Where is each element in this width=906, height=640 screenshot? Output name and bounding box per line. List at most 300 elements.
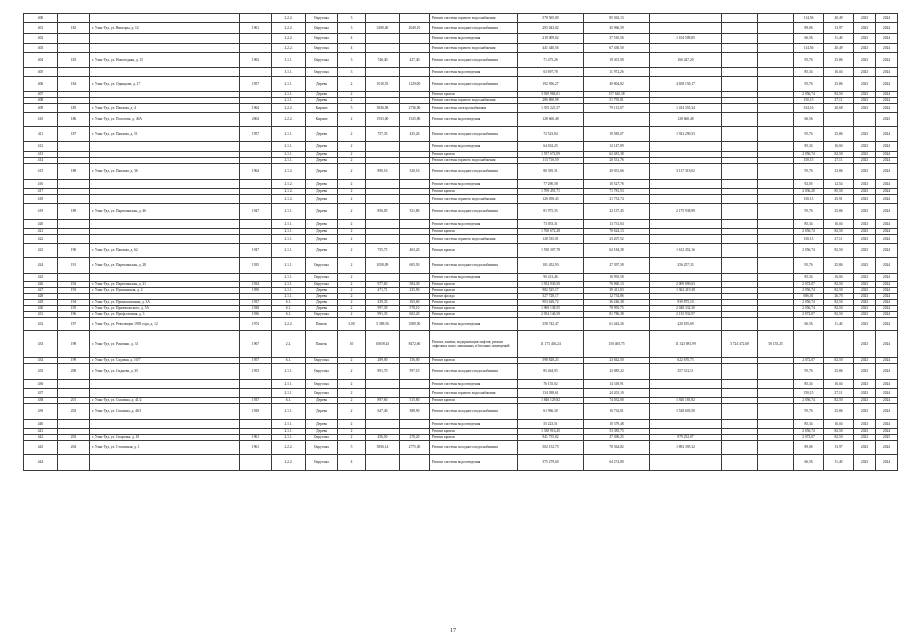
cell-y2: 2024 [876, 244, 898, 258]
cell-n: 411 [24, 127, 58, 142]
cell-fl: 2 [338, 220, 366, 229]
cell-cost2: 78 364,82 [584, 441, 650, 455]
cell-total3 [758, 455, 794, 471]
cell-c4: 2.2.2. [272, 441, 306, 455]
cell-y2: 2024 [876, 300, 898, 306]
cell-a2 [400, 235, 430, 244]
cell-addr [90, 274, 240, 282]
cell-c4: 2.1.1. [272, 152, 306, 158]
cell-cost2: 85 363,13 [584, 14, 650, 23]
cell-addr: г. Улан-Удэ, ул. Новогодняя, д. 15 [90, 53, 240, 68]
cell-v1: 66,56 [794, 455, 824, 471]
cell-y1: 2023 [854, 220, 876, 229]
cell-n: 414 [24, 158, 58, 164]
cell-cost: 101 452,93 [518, 258, 584, 274]
cell-total: 1 434 355,34 [650, 104, 722, 113]
cell-v2: 16,04 [824, 274, 854, 282]
cell-cost2: 37 510,56 [584, 34, 650, 44]
cell-v1: 85,34 [794, 68, 824, 77]
cell-y2: 2024 [876, 164, 898, 180]
cell-fl: 2 [338, 380, 366, 389]
cell-n: 417 [24, 189, 58, 195]
cell-year: 1961 [240, 441, 272, 455]
table-row [24, 44, 898, 53]
cell-id [58, 380, 90, 389]
cell-v2: 25,91 [824, 195, 854, 204]
cell-y2: 2024 [876, 98, 898, 104]
cell-work: Ремонт системы горячего водоснабжения [430, 98, 518, 104]
cell-total3 [758, 113, 794, 127]
cell-addr [90, 68, 240, 77]
cell-y2: 2024 [876, 274, 898, 282]
cell-c4: 2.1.1. [272, 258, 306, 274]
cell-id: 186 [58, 113, 90, 127]
cell-y1: 2023 [854, 274, 876, 282]
cell-y2: 2024 [876, 14, 898, 23]
cell-y2: 2024 [876, 158, 898, 164]
cell-a1 [366, 44, 400, 53]
cell-y2: 2024 [876, 282, 898, 288]
cell-a2: 2775,30 [400, 441, 430, 455]
cell-cost2: 19 585,07 [584, 127, 650, 142]
cell-v1: 2 056,74 [794, 429, 824, 435]
cell-y1: 2023 [854, 429, 876, 435]
cell-work: Ремонт кровли [430, 312, 518, 318]
cell-n: 400 [24, 14, 58, 23]
cell-c4: 2.1.1. [272, 429, 306, 435]
cell-total3 [758, 77, 794, 92]
cell-id: 201 [58, 398, 90, 404]
cell-a1 [366, 455, 400, 471]
cell-n: 426 [24, 282, 58, 288]
cell-work: Ремонт системы горячего водоснабжения [430, 195, 518, 204]
cell-total2 [722, 180, 758, 189]
cell-v2: 25,86 [824, 127, 854, 142]
cell-addr: г. Улан-Удэ, ул. Павлова, д. 36 [90, 164, 240, 180]
cell-cost: 3 929 984,01 [518, 92, 584, 98]
cell-n: 424 [24, 258, 58, 274]
cell-cost: 90 413,46 [518, 274, 584, 282]
cell-id: 188 [58, 164, 90, 180]
cell-addr [90, 142, 240, 152]
cell-fl: 2 [338, 258, 366, 274]
cell-year: 1961 [240, 435, 272, 441]
cell-id [58, 44, 90, 53]
cell-v1: 2 056,74 [794, 244, 824, 258]
cell-cost2: 12 147,89 [584, 142, 650, 152]
cell-addr [90, 220, 240, 229]
cell-total2 [722, 68, 758, 77]
cell-wall: Деревя [306, 220, 338, 229]
cell-a2: 435,20 [400, 127, 430, 142]
cell-total2 [722, 204, 758, 220]
cell-wall: Панель [306, 318, 338, 331]
cell-total2 [722, 404, 758, 420]
cell-a2: 584,30 [400, 282, 430, 288]
cell-work: Ремонт системы водоотведения [430, 420, 518, 429]
cell-fl: 2 [338, 127, 366, 142]
cell-y1: 2023 [854, 229, 876, 235]
cell-n: 435 [24, 364, 58, 380]
cell-year: 1974 [240, 318, 272, 331]
cell-cost: 1 846 129,82 [518, 398, 584, 404]
cell-a1 [366, 195, 400, 204]
cell-cost: 1 932 930,50 [518, 282, 584, 288]
cell-id: 184 [58, 77, 90, 92]
table-row [24, 142, 898, 152]
cell-total3 [758, 142, 794, 152]
cell-a2: 2040,10 [400, 23, 430, 34]
cell-total [650, 389, 722, 398]
cell-n: 408 [24, 98, 58, 104]
cell-y1: 2023 [854, 92, 876, 98]
cell-wall: Округлых [306, 258, 338, 274]
cell-cost2: 157 620,38 [584, 92, 650, 98]
cell-total: 939 875,10 [650, 300, 722, 306]
cell-total2: 3 724 472,08 [722, 331, 758, 358]
cell-addr: г. Улан-Удэ, ул. Викторы, д. 14 [90, 23, 240, 34]
cell-v1: 89,06 [794, 441, 824, 455]
cell-y2: 2024 [876, 235, 898, 244]
table-row [24, 404, 898, 420]
table-row [24, 274, 898, 282]
cell-c4: 2.1.1. [272, 404, 306, 420]
cell-c4: 2.2.2. [272, 23, 306, 34]
cell-cost2: 10 379,48 [584, 420, 650, 429]
cell-y1: 2023 [854, 158, 876, 164]
cell-total2 [722, 220, 758, 229]
cell-a2: 235,90 [400, 288, 430, 294]
cell-total: 1 923 290,53 [650, 127, 722, 142]
cell-total: 4 658 150,17 [650, 77, 722, 92]
cell-id: 199 [58, 358, 90, 364]
cell-fl: 5 [338, 104, 366, 113]
cell-a1 [366, 420, 400, 429]
cell-y1: 2023 [854, 244, 876, 258]
cell-wall: Кирпич [306, 113, 338, 127]
cell-cost2: 14 318,91 [584, 380, 650, 389]
cell-id: 204 [58, 441, 90, 455]
cell-year: 1957 [240, 358, 272, 364]
cell-cost: 293 043,02 [518, 23, 584, 34]
cell-total2 [722, 455, 758, 471]
cell-a1 [366, 235, 400, 244]
cell-cost: 358 742,47 [518, 318, 584, 331]
cell-v2: 16,04 [824, 380, 854, 389]
cell-n: 423 [24, 244, 58, 258]
cell-work: Ремонт системы холодного водоснабжения [430, 364, 518, 380]
cell-total3 [758, 258, 794, 274]
cell-total2 [722, 380, 758, 389]
cell-a2: 515,80 [400, 398, 430, 404]
cell-id: 182 [58, 23, 90, 34]
cell-id [58, 14, 90, 23]
cell-y2: 2024 [876, 306, 898, 312]
cell-a2 [400, 14, 430, 23]
cell-a2 [400, 68, 430, 77]
cell-cost2: 10 527,76 [584, 180, 650, 189]
cell-v1: 66,56 [794, 34, 824, 44]
cell-v2: 82,50 [824, 358, 854, 364]
cell-v2: 82,50 [824, 435, 854, 441]
cell-a1: 1933,00 [366, 113, 400, 127]
cell-v2: 26,70 [824, 294, 854, 300]
cell-y2: 2024 [876, 34, 898, 44]
cell-y2: 2024 [876, 380, 898, 389]
cell-v2: 82,50 [824, 398, 854, 404]
cell-total [650, 44, 722, 53]
cell-a1: 991,35 [366, 312, 400, 318]
cell-addr: г. Улан-Удэ, ул. Спартака, д. 10 [90, 435, 240, 441]
cell-v2: 27,11 [824, 389, 854, 398]
cell-total3 [758, 195, 794, 204]
cell-v1: 2 036,20 [794, 189, 824, 195]
cell-v2: 25,86 [824, 258, 854, 274]
cell-cost: 375 279,60 [518, 455, 584, 471]
cell-a1: 289,00 [366, 358, 400, 364]
cell-cost2: 62 184,38 [584, 244, 650, 258]
cell-cost: 578 565,00 [518, 14, 584, 23]
cell-y2: 2024 [876, 180, 898, 189]
cell-cost: 71 475,26 [518, 53, 584, 68]
cell-v1: 2 072,07 [794, 435, 824, 441]
cell-fl: 2 [338, 164, 366, 180]
cell-fl: 4 [338, 455, 366, 471]
cell-cost2: 51 795,01 [584, 98, 650, 104]
cell-y2: 2024 [876, 364, 898, 380]
cell-n: 437 [24, 389, 58, 398]
cell-fl: 5,00 [338, 318, 366, 331]
cell-n: 405 [24, 68, 58, 77]
cell-a1: 5 389,56 [366, 318, 400, 331]
cell-y1: 2023 [854, 34, 876, 44]
cell-n: 427 [24, 288, 58, 294]
cell-cost: 982 525,17 [518, 288, 584, 294]
table-row [24, 23, 898, 34]
cell-id: 203 [58, 435, 90, 441]
cell-cost: 128 660,48 [518, 113, 584, 127]
cell-wall: Деревя [306, 77, 338, 92]
cell-work: Ремонт кровли [430, 189, 518, 195]
cell-c4: 2.2.2. [272, 44, 306, 53]
cell-total3 [758, 220, 794, 229]
cell-addr: г. Улан-Удэ, ул. Ринчино, д. 31 [90, 331, 240, 358]
cell-y2: 2024 [876, 68, 898, 77]
cell-a2: 521,80 [400, 204, 430, 220]
cell-c4: 2.2.2. [272, 14, 306, 23]
cell-v2: 13,97 [824, 23, 854, 34]
cell-y1: 2023 [854, 14, 876, 23]
cell-fl: 4 [338, 44, 366, 53]
cell-v1: 150,15 [794, 389, 824, 398]
cell-v1: 95,76 [794, 204, 824, 220]
cell-total [650, 180, 722, 189]
cell-fl: 2 [338, 364, 366, 380]
cell-c4: 2.1.1. [272, 235, 306, 244]
cell-total: 1 892 395,32 [650, 441, 722, 455]
cell-y2: 2024 [876, 44, 898, 53]
cell-wall: Деревя [306, 195, 338, 204]
cell-total: 622 670,73 [650, 358, 722, 364]
table-row [24, 235, 898, 244]
cell-total [650, 420, 722, 429]
cell-cost: 134 038,61 [518, 389, 584, 398]
cell-y2: 2024 [876, 220, 898, 229]
cell-addr [90, 380, 240, 389]
cell-total3 [758, 244, 794, 258]
cell-work: Ремонт кровли [430, 429, 518, 435]
cell-a1: 746,40 [366, 53, 400, 68]
table-row [24, 389, 898, 398]
cell-total3 [758, 14, 794, 23]
cell-y2: 2024 [876, 312, 898, 318]
cell-v2 [824, 331, 854, 358]
cell-a1: 977,65 [366, 282, 400, 288]
cell-cost: 72 523,84 [518, 127, 584, 142]
cell-a1 [366, 380, 400, 389]
cell-cost: 1 709 491,71 [518, 189, 584, 195]
cell-cost: 63 697,78 [518, 68, 584, 77]
cell-total3 [758, 180, 794, 189]
cell-fl: 2 [338, 189, 366, 195]
cell-cost: 598 828,23 [518, 358, 584, 364]
cell-a2: 578,10 [400, 306, 430, 312]
cell-c4: 6.1. [272, 312, 306, 318]
cell-cost2: 23 085,22 [584, 364, 650, 380]
cell-cost: 1 330 916,45 [518, 429, 584, 435]
cell-y1: 2023 [854, 258, 876, 274]
cell-a2 [400, 455, 430, 471]
cell-v2: 25,86 [824, 77, 854, 92]
cell-id: 185 [58, 104, 90, 113]
cell-c4: 2.1.1. [272, 435, 306, 441]
cell-year [240, 195, 272, 204]
cell-cost2: 19 301,90 [584, 53, 650, 68]
cell-work: Ремонт системы водоотведения [430, 34, 518, 44]
cell-total: 2 175 938,99 [650, 204, 722, 220]
cell-a2: 156,00 [400, 358, 430, 364]
cell-cost2: 13 731,04 [584, 220, 650, 229]
cell-a1: 890,16 [366, 164, 400, 180]
cell-y2: 2024 [876, 389, 898, 398]
cell-fl: 2 [338, 229, 366, 235]
cell-total3 [758, 380, 794, 389]
cell-cost: 126 058,43 [518, 195, 584, 204]
cell-cost2: 22 137,45 [584, 204, 650, 220]
cell-c4: 2.1.1. [272, 244, 306, 258]
cell-a2 [400, 180, 430, 189]
cell-cost2: 67 430,50 [584, 44, 650, 53]
cell-id: 187 [58, 127, 90, 142]
cell-cost2: 23 207,52 [584, 235, 650, 244]
cell-total [650, 68, 722, 77]
cell-y1: 2023 [854, 364, 876, 380]
cell-v2: 12,54 [824, 180, 854, 189]
cell-n: 433 [24, 331, 58, 358]
cell-cost: 1 557 672,09 [518, 152, 584, 158]
cell-c4: 2.1.2. [272, 164, 306, 180]
cell-work: Ремонт, замена, модернизация лифтов, ремонт лифтовых шахт, машинных и блочных помещений [430, 331, 518, 358]
cell-n: 422 [24, 235, 58, 244]
cell-v2: 20,68 [824, 104, 854, 113]
cell-addr [90, 420, 240, 429]
cell-work: Ремонт кровли [430, 435, 518, 441]
cell-year [240, 455, 272, 471]
cell-v2: 16,04 [824, 220, 854, 229]
cell-year: 1967 [240, 331, 272, 358]
cell-total: 3 117 319,02 [650, 164, 722, 180]
cell-y1: 2023 [854, 235, 876, 244]
cell-y1: 2023 [854, 420, 876, 429]
cell-fl: 2 [338, 358, 366, 364]
cell-a1: 3290,40 [366, 23, 400, 34]
cell-a1 [366, 389, 400, 398]
cell-n: 444 [24, 455, 58, 471]
cell-total: 979 252,07 [650, 435, 722, 441]
cell-v2: 27,11 [824, 98, 854, 104]
cell-a1: 439,35 [366, 300, 400, 306]
cell-wall: Деревя [306, 180, 338, 189]
cell-n: 410 [24, 113, 58, 127]
cell-v1: 150,15 [794, 158, 824, 164]
cell-total2 [722, 113, 758, 127]
cell-id [58, 220, 90, 229]
cell-a2 [400, 34, 430, 44]
cell-work: Ремонт кровли [430, 300, 518, 306]
cell-work: Ремонт кровли [430, 398, 518, 404]
cell-c4: 2.1.1. [272, 204, 306, 220]
cell-cost2: 74 052,00 [584, 398, 650, 404]
cell-a1 [366, 14, 400, 23]
cell-v2: 82,50 [824, 288, 854, 294]
cell-cost2: 150 465,75 [584, 331, 650, 358]
cell-a2: 320,16 [400, 164, 430, 180]
cell-v1: 2 056,74 [794, 92, 824, 98]
cell-y1: 2023 [854, 53, 876, 68]
cell-y1: 2023 [854, 318, 876, 331]
cell-cost: 2 054 146,59 [518, 312, 584, 318]
cell-v2: 25,86 [824, 53, 854, 68]
cell-cost2: 23 842,50 [584, 358, 650, 364]
cell-a1 [366, 34, 400, 44]
cell-fl: 2 [338, 288, 366, 294]
cell-addr [90, 180, 240, 189]
cell-fl: 4 [338, 34, 366, 44]
cell-id: 196 [58, 312, 90, 318]
cell-wall: Округлых [306, 364, 338, 380]
cell-v1: 2 056,74 [794, 288, 824, 294]
cell-a1: 856,05 [366, 204, 400, 220]
cell-cost: 85 464,95 [518, 364, 584, 380]
cell-cost2: 62 481,38 [584, 152, 650, 158]
cell-a1: 3836,58 [366, 104, 400, 113]
table-row [24, 455, 898, 471]
cell-total3 [758, 274, 794, 282]
cell-c4: 2.2.2. [272, 113, 306, 127]
cell-wall: Деревя [306, 288, 338, 294]
cell-y1: 2023 [854, 68, 876, 77]
cell-a2: 1525,80 [400, 113, 430, 127]
cell-year: 1937 [240, 398, 272, 404]
cell-v1: 150,15 [794, 195, 824, 204]
cell-work: Ремонт системы водоотведения [430, 180, 518, 189]
cell-year: 1963 [240, 53, 272, 68]
cell-year [240, 420, 272, 429]
cell-wall: Округлых [306, 34, 338, 44]
cell-y1: 2023 [854, 23, 876, 34]
cell-work: Ремонт системы водоотведения [430, 142, 518, 152]
cell-c4: 2.1.1. [272, 220, 306, 229]
